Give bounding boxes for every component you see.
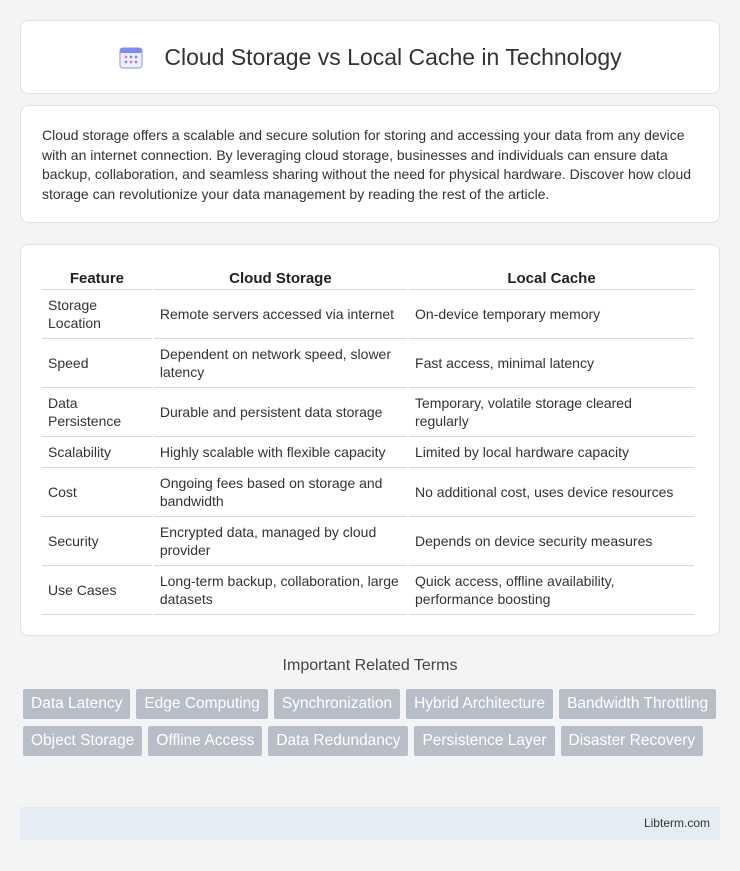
- feature-cell: Scalability: [42, 437, 152, 468]
- header-feature: Feature: [42, 265, 152, 290]
- feature-cell: Data Persistence: [42, 388, 152, 437]
- header-local-cache: Local Cache: [409, 265, 694, 290]
- local-cell: Temporary, volatile storage cleared regularly: [409, 388, 694, 437]
- comparison-table: [40, 265, 696, 615]
- feature-cell: Storage Location: [42, 290, 152, 339]
- tag-edge-computing[interactable]: Edge Computing: [136, 689, 267, 719]
- title-card: [20, 20, 720, 94]
- local-cell: No additional cost, uses device resources: [409, 468, 694, 517]
- table-row: [42, 517, 694, 566]
- feature-cell: Use Cases: [42, 566, 152, 615]
- feature-cell: Cost: [42, 468, 152, 517]
- header-cloud-storage: Cloud Storage: [154, 265, 407, 290]
- intro-text: Cloud storage offers a scalable and secure solution for storing and accessing your data from any device with an internet connection. By leveraging cloud storage, businesses and individuals can ensure data backup, collaboration, and seamless sharing without the need for physical hardware. Discover how cloud storage can revolutionize your data management by reading the rest of the article.: [42, 127, 692, 202]
- calendar-icon: [118, 44, 144, 70]
- tag-object-storage[interactable]: Object Storage: [23, 726, 142, 756]
- tag-persistence-layer[interactable]: Persistence Layer: [414, 726, 554, 756]
- cloud-cell: Durable and persistent data storage: [154, 388, 407, 437]
- table-header-row: [42, 265, 694, 290]
- comparison-card: [20, 244, 720, 636]
- tag-hybrid-architecture[interactable]: Hybrid Architecture: [406, 689, 553, 719]
- cloud-cell: Highly scalable with flexible capacity: [154, 437, 407, 468]
- related-terms-title: Important Related Terms: [282, 657, 458, 674]
- cloud-cell: Dependent on network speed, slower latency: [154, 339, 407, 388]
- table-row: [42, 566, 694, 615]
- tag-data-redundancy[interactable]: Data Redundancy: [268, 726, 408, 756]
- tag-synchronization[interactable]: Synchronization: [274, 689, 400, 719]
- page-title: Cloud Storage vs Local Cache in Technology: [164, 43, 622, 70]
- feature-cell: Speed: [42, 339, 152, 388]
- intro-card: [20, 105, 720, 223]
- tag-offline-access[interactable]: Offline Access: [148, 726, 262, 756]
- cloud-cell: Remote servers accessed via internet: [154, 290, 407, 339]
- table-row: [42, 468, 694, 517]
- table-row: [42, 339, 694, 388]
- tag-disaster-recovery[interactable]: Disaster Recovery: [561, 726, 704, 756]
- local-cell: On-device temporary memory: [409, 290, 694, 339]
- footer-site-link[interactable]: Libterm.com: [643, 816, 710, 830]
- tag-data-latency[interactable]: Data Latency: [23, 689, 130, 719]
- local-cell: Fast access, minimal latency: [409, 339, 694, 388]
- table-row: [42, 437, 694, 468]
- table-row: [42, 388, 694, 437]
- related-terms-list: [23, 689, 723, 756]
- cloud-cell: Ongoing fees based on storage and bandwidth: [154, 468, 407, 517]
- cloud-cell: Long-term backup, collaboration, large datasets: [154, 566, 407, 615]
- table-row: [42, 290, 694, 339]
- local-cell: Limited by local hardware capacity: [409, 437, 694, 468]
- local-cell: Quick access, offline availability, performance boosting: [409, 566, 694, 615]
- tag-bandwidth-throttling[interactable]: Bandwidth Throttling: [559, 689, 716, 719]
- cloud-cell: Encrypted data, managed by cloud provider: [154, 517, 407, 566]
- local-cell: Depends on device security measures: [409, 517, 694, 566]
- feature-cell: Security: [42, 517, 152, 566]
- footer: [20, 807, 720, 840]
